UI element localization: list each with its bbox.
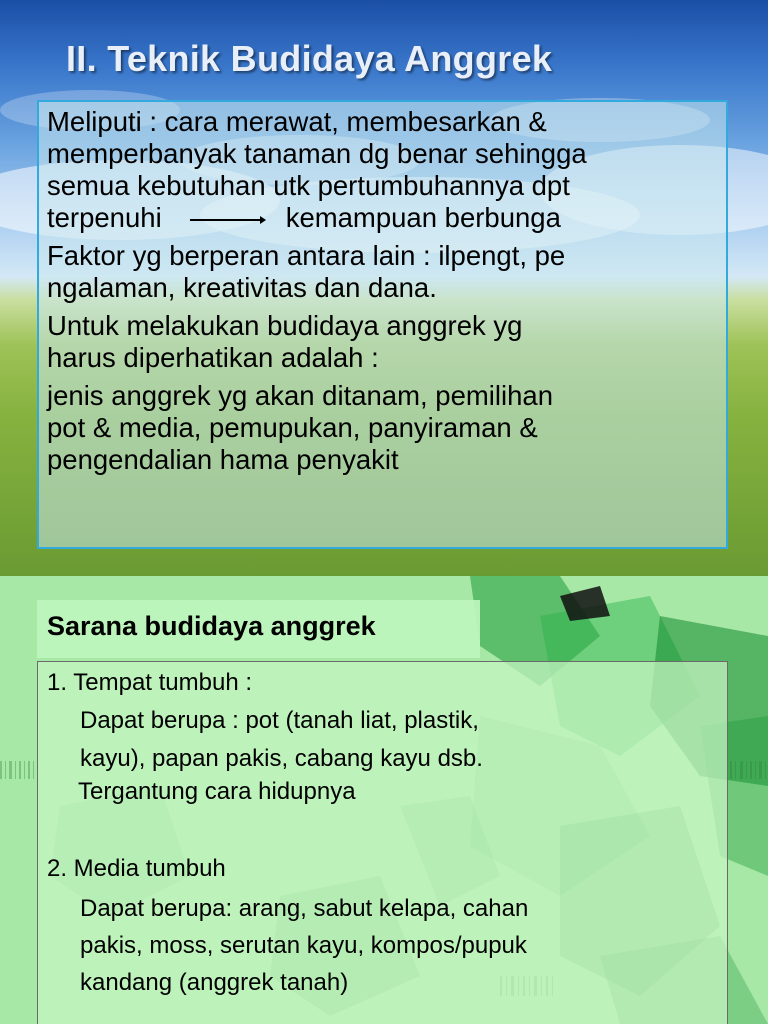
text-line: jenis anggrek yg akan ditanam, pemilihan — [47, 380, 553, 411]
paragraph-jenis-anggrek — [47, 380, 718, 476]
paragraph-faktor — [47, 240, 718, 304]
paragraph-untuk-melakukan — [47, 310, 718, 374]
list-item-text: Tergantung cara hidupnya — [78, 778, 356, 805]
list-item-text: Dapat berupa: arang, sabut kelapa, cahan — [80, 895, 529, 922]
list-item-text: pakis, moss, serutan kayu, kompos/pupuk — [80, 932, 527, 959]
list-item-heading: 2. Media tumbuh — [47, 855, 226, 882]
text-line: terpenuhi — [47, 202, 162, 233]
list-item-text: kandang (anggrek tanah) — [80, 969, 349, 996]
text-line: Untuk melakukan budidaya anggrek yg — [47, 310, 523, 341]
slide-title: II. Teknik Budidaya Anggrek — [66, 38, 553, 79]
list-item-text: Dapat berupa : pot (tanah liat, plastik, — [80, 707, 479, 734]
content-box — [37, 100, 728, 549]
section-title: Sarana budidaya anggrek — [37, 600, 480, 658]
text-line: pengendalian hama penyakit — [47, 444, 399, 475]
text-line: pot & media, pemupukan, panyiraman & — [47, 412, 538, 443]
list-item-heading: 1. Tempat tumbuh : — [47, 669, 253, 696]
text-line: memperbanyak tanaman dg benar sehingga — [47, 138, 587, 169]
slide-sarana-budidaya — [0, 576, 768, 1024]
text-line: kemampuan berbunga — [285, 202, 561, 233]
paragraph-meliputi — [47, 106, 718, 234]
text-line: Faktor yg berperan antara lain : ilpengt, pe — [47, 240, 566, 271]
text-line: semua kebutuhan utk pertumbuhannya dpt — [47, 170, 570, 201]
list-item-text: kayu), papan pakis, cabang kayu dsb. — [80, 745, 483, 772]
arrow-right-icon — [190, 219, 264, 221]
text-line: ngalaman, kreativitas dan dana. — [47, 272, 437, 303]
text-line: Meliputi : cara merawat, membesarkan & — [47, 106, 547, 137]
list-box — [37, 661, 728, 1024]
text-line: harus diperhatikan adalah : — [47, 342, 379, 373]
